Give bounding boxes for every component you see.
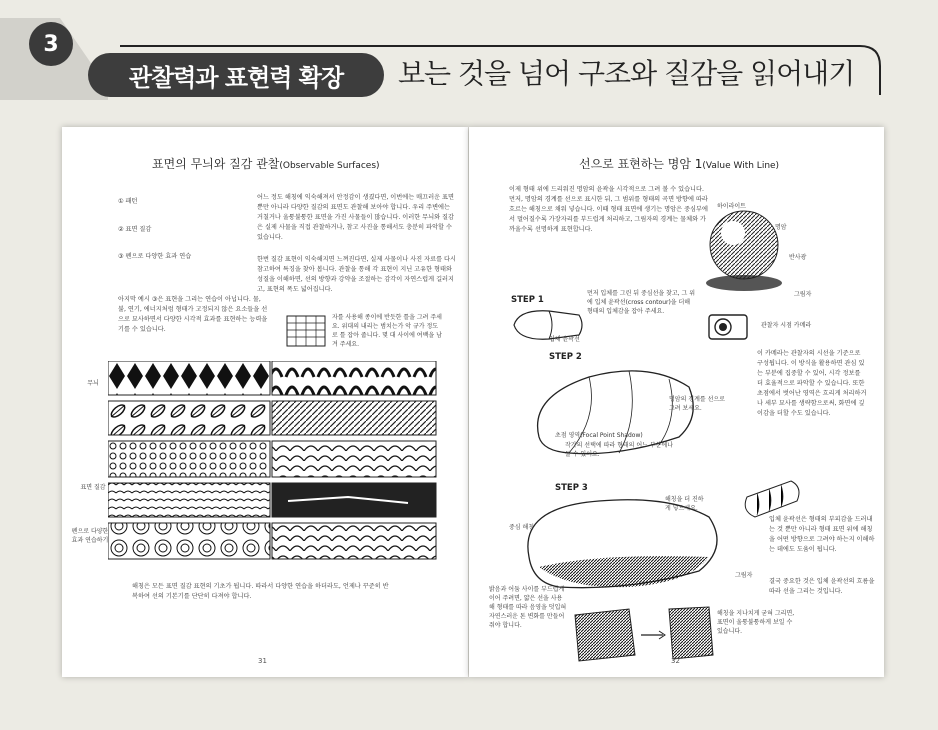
focal-text: 작가의 선택에 따라 형태의 어느 부분에나 둘 수 있어요. (565, 442, 674, 458)
right-page-title: 선으로 표현하는 명암 1(Value With Line) (579, 157, 780, 171)
step3-form (519, 487, 749, 597)
label-shade: 명암 (775, 224, 787, 231)
step3-label: STEP 3 (555, 483, 588, 493)
left-intro: 어느 정도 해칭에 익숙해져서 안정감이 생겼다면, 이번에는 매끄러운 표면뿐만 아니라 다양한 질감의 표면도 관찰해 보아야 합니다. 우리 주변에는 거칠거나 울퉁불퉁한 표면을 가진 사물들이 많습니다. 이러한 무늬와 질감은 실제 사물을 직접 관찰하거나, 참고 사진을 통해서도 충분히 파악할 수 있습니다. (257, 194, 455, 241)
label-shadow: 그림자 (794, 291, 812, 298)
list-item-texture: ② 표면 질감 (118, 226, 152, 233)
label-texture: 표면 질감 (80, 484, 106, 491)
hatch-label: 중심 해칭 (509, 524, 535, 531)
camera-text: 이 카메라는 관찰자의 시선을 기준으로 구성됩니다. 이 방식을 활용하면 관심 있는 부분에 집중할 수 있어, 시각 정보를 더 효율적으로 파악할 수 있습니다. 또한 초점에서 벗어난 영역은 흐리게 처리하거나 세부 묘사를 생략함으로써, 화면에 깊이감을 더할 수도 있습니다. (757, 350, 867, 417)
page-number-left: 31 (258, 657, 267, 665)
grid-sketch-icon (284, 313, 328, 349)
step2-label: STEP 2 (549, 352, 582, 362)
section-subtitle: 보는 것을 넘어 구조와 질감을 읽어내기 (398, 57, 855, 90)
camera-label: 관찰자 시점 카메라 (761, 322, 812, 329)
left-page-title: 표면의 무늬와 질감 관찰(Observable Surfaces) (152, 157, 380, 171)
step1-label: STEP 1 (511, 295, 544, 305)
list-item-effects: ③ 펜으로 다양한 효과 연습 (118, 253, 192, 260)
left-caption: 해칭은 모든 표면 질감 표현의 기초가 됩니다. 따라서 다양한 연습을 하더라도, 언제나 꾸준히 반복하여 선의 기본기를 단단히 다져야 합니다. (132, 583, 389, 600)
step1-contour-label: 입체 윤곽선 (549, 336, 580, 343)
left-para2: 한번 질감 표현이 익숙해지면 느껴진다면, 실제 사물이나 사진 자료를 다시 참고하여 특징을 찾아 봅니다. 관찰을 통해 각 표현이 지닌 고유한 형태와 성질을 이해하면, 선의 방향과 강약을 조절하는 감각이 자연스럽게 길러지고, 표현의 폭도 넓어집니다. (257, 256, 456, 293)
right-intro: 이제 형태 위에 드리워진 명암의 윤곽을 시각적으로 그려 볼 수 있습니다. 먼저, 명암의 경계를 선으로 표시한 뒤, 그 범위를 형태의 곡면 방향에 따라 흐르는 해칭으로 채워 넣습니다. 이때 형태 표면에 생기는 명암은 중심부에서 멀어질수록 가장자리를 부드럽게 처리하고, 그림자의 경계는 물체와 가까울수록 선명하게 표현합니다. (509, 186, 708, 233)
focal-label: 초점 영역(Focal Point Shadow) (555, 432, 643, 439)
contour-text-2: 결국 중요한 것은 입체 윤곽선의 흐름을 따라 선을 그리는 것입니다. (769, 578, 875, 595)
label-highlight: 하이라이트 (717, 203, 746, 210)
bottom-right-note: 해칭을 지나치게 굳혀 그리면, 표면이 울퉁불퉁하게 보일 수 있습니다. (717, 610, 795, 635)
hatch-samples (569, 605, 719, 665)
chapter-number: 3 (29, 22, 73, 66)
step1-text: 먼저 입체를 그린 뒤 중심선을 찾고, 그 위에 입체 윤곽선(cross contour)을 더해 형태의 입체감을 잡아 주세요. (587, 290, 695, 315)
sphere-illustration (699, 175, 799, 295)
camera-icon (705, 309, 751, 343)
step3-note: 해칭을 더 진하게 넣으세요. (665, 496, 704, 512)
label-pattern: 무늬 (87, 380, 99, 387)
label-effects: 펜으로 다양한 효과 연습하기 (71, 528, 109, 544)
bottom-left-note: 밝음과 어둠 사이를 부드럽게 이어 주려면, 얇은 선을 사용해 형태를 따라 음영을 덧입혀 자연스러운 톤 변화를 만들어줘야 합니다. (489, 586, 567, 629)
left-para3: 아지막 예시 ③은 표현을 그리는 연습이 아닙니다. 물, 불, 연기, 에너지처럼 형태가 고정되지 않은 요소들을 선으로 묘사하면서 다양한 시각적 효과를 표현하는 능력을 기를 수 있습니다. (118, 296, 268, 333)
texture-grid (108, 361, 438, 561)
contour-text: 입체 윤곽선은 형태의 부피감을 드러내는 것 뿐만 아니라 형태 표면 위에 해칭을 어떤 방향으로 그려야 하는지 이해하는 데에도 도움이 됩니다. (769, 516, 875, 553)
shadow-label: 그림자 (735, 572, 753, 579)
section-label: 관찰력과 표현력 확장 (88, 53, 384, 97)
page-number-right: 32 (671, 657, 680, 665)
label-reflected: 반사광 (789, 254, 807, 261)
list-item-pattern: ① 패턴 (118, 198, 138, 205)
left-page (62, 127, 468, 677)
step2-text: 명암의 경계를 선으로 그려 보세요. (669, 396, 725, 412)
right-page (469, 127, 884, 677)
frame-note: 자를 사용해 종이에 반듯한 틀을 그려 주세요. 위대의 내리는 범치는가 악 규가 정도로 틀 잡아 줍니다. 몇 대 사이에 여백을 남겨 주세요. (332, 314, 442, 348)
